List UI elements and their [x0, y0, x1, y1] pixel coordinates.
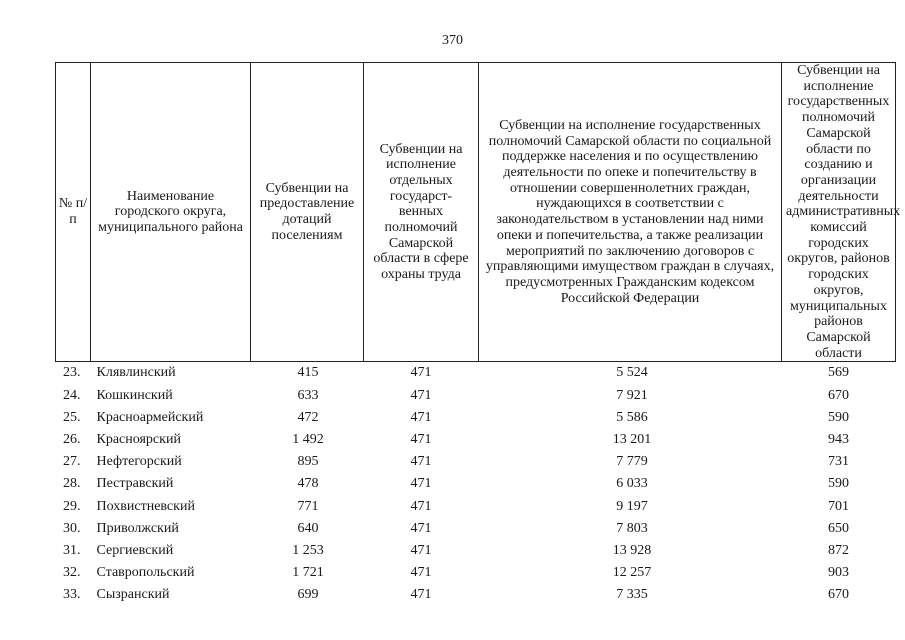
subsidies-settlements-value: 895 [297, 454, 319, 470]
administrative-commissions-value: 731 [828, 454, 849, 470]
district-name: Пестравский [96, 476, 174, 492]
administrative-commissions-value: 872 [828, 542, 849, 558]
district-name: Нефтегорский [96, 454, 182, 470]
row-number: 28. [63, 476, 81, 492]
administrative-commissions-value: 590 [828, 409, 849, 425]
table-header [56, 63, 901, 362]
district-name: Красноармейский [96, 409, 204, 425]
labor-protection-value: 471 [410, 520, 432, 536]
table-row [56, 385, 896, 407]
district-name: Кошкинский [96, 387, 173, 403]
labor-protection-value: 471 [410, 431, 432, 447]
table-row [56, 496, 896, 518]
district-name: Ставропольский [96, 565, 195, 581]
row-number: 26. [63, 431, 81, 447]
subsidies-settlements-value: 771 [297, 498, 319, 514]
social-support-value: 12 257 [612, 565, 652, 581]
administrative-commissions-value: 650 [828, 520, 849, 536]
header-number: № п/п [56, 63, 91, 362]
row-number: 33. [63, 587, 81, 603]
table-row [56, 362, 896, 385]
labor-protection-value: 471 [410, 365, 432, 381]
header-subsidies-settlements: Субвенции на предоставление дотаций поселениям [251, 63, 364, 362]
district-name: Красноярский [96, 431, 181, 447]
table-row [56, 584, 896, 606]
district-name: Клявлинский [96, 365, 176, 381]
subsidies-settlements-value: 1 492 [292, 431, 324, 447]
page-number: 370 [442, 33, 463, 48]
table-row [56, 518, 896, 540]
header-social-support: Субвенции на исполнение государственных полномочий Самарской области по социальной поддержке населения и по осуществлению деятельности по опеке и попечительству в отношении совершеннолетних граждан, нуждающихся в соответствии с законодательством в установлении над ними опеки и попечительства, а также реализации мероприятий по заключению договоров с управляющими имуществом граждан в случаях, предусмотренных Гражданским кодексом Российской Федерации [479, 63, 782, 362]
subsidies-settlements-value: 640 [297, 520, 319, 536]
social-support-value: 7 921 [616, 387, 648, 403]
subsidies-settlements-value: 1 253 [292, 542, 324, 558]
table-row [56, 473, 896, 495]
administrative-commissions-value: 590 [828, 476, 849, 492]
row-number: 23. [63, 365, 81, 381]
labor-protection-value: 471 [410, 542, 432, 558]
subsidies-settlements-value: 1 721 [292, 565, 324, 581]
table-row [56, 407, 896, 429]
labor-protection-value: 471 [410, 476, 432, 492]
district-name: Приволжский [96, 520, 179, 536]
social-support-value: 5 524 [616, 365, 648, 381]
social-support-value: 7 803 [616, 520, 648, 536]
subsidies-settlements-value: 699 [297, 587, 319, 603]
social-support-value: 9 197 [616, 498, 648, 514]
table-row [56, 429, 896, 451]
administrative-commissions-value: 670 [828, 387, 849, 403]
table-body [56, 362, 896, 607]
row-number: 27. [63, 454, 81, 470]
administrative-commissions-value: 569 [828, 365, 849, 381]
administrative-commissions-value: 943 [828, 431, 849, 447]
district-name: Сызранский [96, 587, 170, 603]
social-support-value: 7 335 [616, 587, 648, 603]
header-administrative-commissions: Субвенции на исполнение государственных полномочий Самарской области по созданию и организации деятельности административных комиссий городских округов, районов городских округов, муниципальных районов Самарской области [782, 63, 896, 362]
row-number: 24. [63, 387, 81, 403]
labor-protection-value: 471 [410, 587, 432, 603]
labor-protection-value: 471 [410, 454, 432, 470]
labor-protection-value: 471 [410, 387, 432, 403]
row-number: 31. [63, 542, 81, 558]
labor-protection-value: 471 [410, 409, 432, 425]
row-number: 25. [63, 409, 81, 425]
table-row [56, 540, 896, 562]
social-support-value: 6 033 [616, 476, 648, 492]
social-support-value: 13 201 [612, 431, 652, 447]
social-support-value: 13 928 [612, 542, 652, 558]
subventions-table [55, 62, 901, 607]
district-name: Похвистневский [96, 498, 195, 514]
header-labor-protection: Субвенции на исполнение отдельных государст-венных полномочий Самарской области в сфере охраны труда [364, 63, 479, 362]
social-support-value: 7 779 [616, 454, 648, 470]
labor-protection-value: 471 [410, 565, 432, 581]
row-number: 30. [63, 520, 81, 536]
administrative-commissions-value: 903 [828, 565, 849, 581]
subsidies-settlements-value: 633 [297, 387, 319, 403]
subsidies-settlements-value: 478 [297, 476, 319, 492]
subsidies-settlements-value: 415 [297, 365, 319, 381]
subsidies-settlements-value: 472 [297, 409, 319, 425]
row-number: 32. [63, 565, 81, 581]
administrative-commissions-value: 701 [828, 498, 849, 514]
district-name: Сергиевский [96, 542, 174, 558]
table-row [56, 562, 896, 584]
labor-protection-value: 471 [410, 498, 432, 514]
header-name: Наименование городского округа, муниципального района [91, 63, 251, 362]
table-row [56, 451, 896, 473]
social-support-value: 5 586 [616, 409, 648, 425]
row-number: 29. [63, 498, 81, 514]
administrative-commissions-value: 670 [828, 587, 849, 603]
